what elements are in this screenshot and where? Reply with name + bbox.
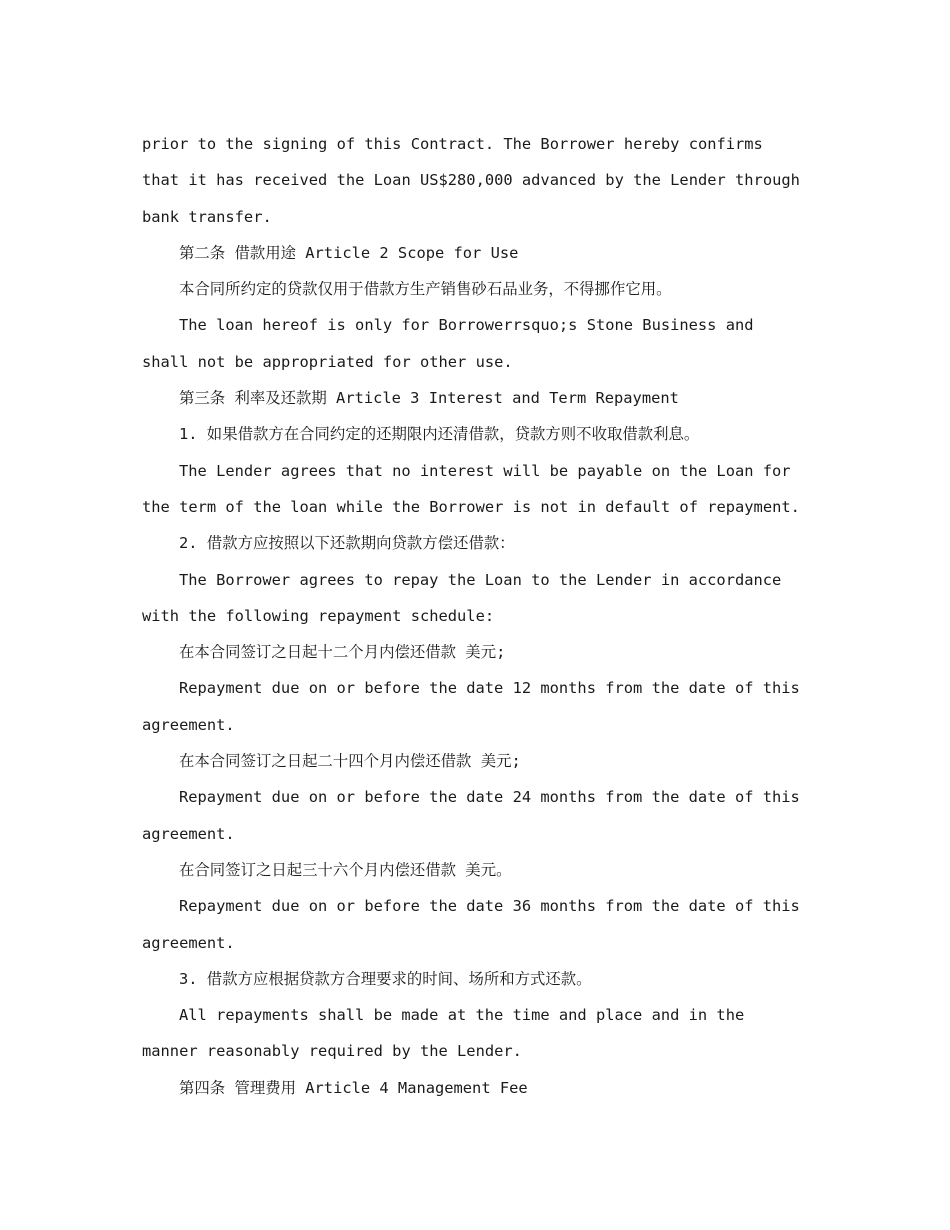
text-line: shall not be appropriated for other use. — [142, 352, 513, 371]
text-line: The Borrower agrees to repay the Loan to the Lender in accordance — [179, 570, 782, 589]
article-4-heading: 第四条 管理费用 Article 4 Management Fee — [179, 1078, 528, 1097]
text-line: 在合同签订之日起三十六个月内偿还借款 美元。 — [179, 860, 512, 879]
text-line: with the following repayment schedule: — [142, 606, 495, 625]
text-line: that it has received the Loan US$280,000 advanced by the Lender through — [142, 171, 800, 190]
text-line: prior to the signing of this Contract. The Borrower hereby confirms — [142, 135, 763, 153]
text-line: 本合同所约定的贷款仅用于借款方生产销售砂石品业务，不得挪作它用。 — [179, 280, 672, 299]
text-line: All repayments shall be made at the time and place and in the — [179, 1006, 745, 1025]
text-line: 3. 借款方应根据贷款方合理要求的时间、场所和方式还款。 — [179, 969, 592, 988]
text-line: 在本合同签订之日起十二个月内偿还借款 美元; — [179, 643, 506, 662]
text-line: 1. 如果借款方在合同约定的还期限内还清借款，贷款方则不收取借款利息。 — [179, 425, 700, 444]
text-line: Repayment due on or before the date 12 months from the date of this — [179, 679, 800, 698]
text-line: 在本合同签订之日起二十四个月内偿还借款 美元; — [179, 752, 521, 771]
text-line: bank transfer. — [142, 207, 272, 226]
text-line: agreement. — [142, 824, 235, 843]
text-line: The Lender agrees that no interest will be payable on the Loan for — [179, 461, 791, 480]
article-3-heading: 第三条 利率及还款期 Article 3 Interest and Term Repayment — [179, 389, 679, 408]
text-line: agreement. — [142, 715, 235, 734]
text-line: Repayment due on or before the date 24 months from the date of this — [179, 788, 800, 807]
article-2-heading: 第二条 借款用途 Article 2 Scope for Use — [179, 243, 519, 262]
text-line: the term of the loan while the Borrower is not in default of repayment. — [142, 497, 800, 516]
text-line: manner reasonably required by the Lender. — [142, 1042, 522, 1061]
document-page — [142, 126, 807, 1106]
text-line: 2. 借款方应按照以下还款期向贷款方偿还借款： — [179, 534, 515, 553]
text-line: The loan hereof is only for Borrowerrsquo;s Stone Business and — [179, 316, 754, 335]
text-line: agreement. — [142, 933, 235, 952]
text-line: Repayment due on or before the date 36 months from the date of this — [179, 897, 800, 916]
